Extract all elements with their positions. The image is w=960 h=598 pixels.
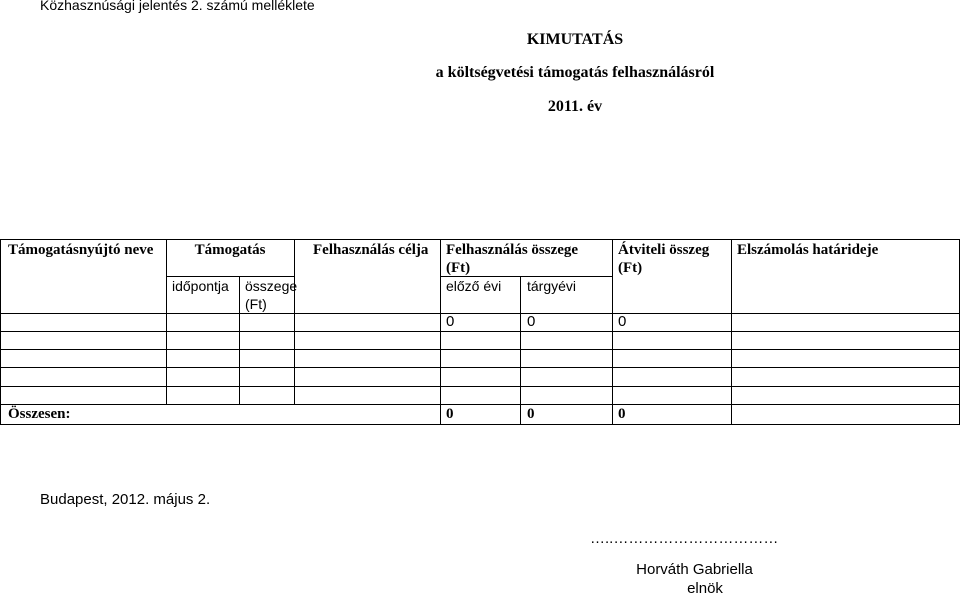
document-subtitle: a költségvetési támogatás felhasználásról xyxy=(435,64,715,81)
signer-role: elnök xyxy=(687,580,723,597)
header-provider-name: Támogatásnyújtó neve xyxy=(8,242,154,258)
table-col-line xyxy=(731,239,732,424)
signature-line: …..…………………………… xyxy=(590,530,779,547)
header-support: Támogatás xyxy=(194,242,266,258)
table-col-line xyxy=(612,239,613,424)
total-usage-previous: 0 xyxy=(446,406,454,422)
table-col-line xyxy=(294,239,295,404)
table-border-top xyxy=(0,239,960,240)
header-usage-previous: előző évi xyxy=(446,278,502,294)
header-usage-current: tárgyévi xyxy=(527,278,577,294)
total-usage-current: 0 xyxy=(527,406,535,422)
table-col-line xyxy=(440,239,441,424)
table-border-bottom xyxy=(0,424,960,425)
table-row-line xyxy=(0,331,960,332)
place-and-date: Budapest, 2012. május 2. xyxy=(40,491,211,508)
row1-usage-previous: 0 xyxy=(446,313,455,330)
table-row-line xyxy=(0,313,960,314)
document-title: KIMUTATÁS xyxy=(526,31,624,48)
header-purpose: Felhasználás célja xyxy=(313,242,429,258)
row1-carryover: 0 xyxy=(618,313,627,330)
document-year: 2011. év xyxy=(547,98,603,115)
signer-name: Horváth Gabriella xyxy=(636,561,753,578)
header-note: Közhasznúsági jelentés 2. számú melléklete xyxy=(40,0,315,13)
header-support-date: időpontja xyxy=(172,278,229,294)
total-carryover: 0 xyxy=(618,406,626,422)
table-row-line xyxy=(0,349,960,350)
table-row-line xyxy=(0,386,960,387)
table-row-line xyxy=(0,404,960,405)
table-col-line xyxy=(520,276,521,424)
total-label: Összesen: xyxy=(8,406,71,422)
header-support-amount: összege (Ft) xyxy=(245,278,298,312)
table-col-line xyxy=(239,276,240,404)
table-row-line xyxy=(0,367,960,368)
row1-usage-current: 0 xyxy=(527,313,536,330)
header-deadline: Elszámolás határideje xyxy=(737,242,879,258)
table-border-left xyxy=(0,239,1,424)
header-carryover: Átviteli összeg (Ft) xyxy=(618,242,710,276)
header-usage-amount: Felhasználás összege (Ft) xyxy=(446,242,579,276)
table-col-line xyxy=(166,239,167,404)
